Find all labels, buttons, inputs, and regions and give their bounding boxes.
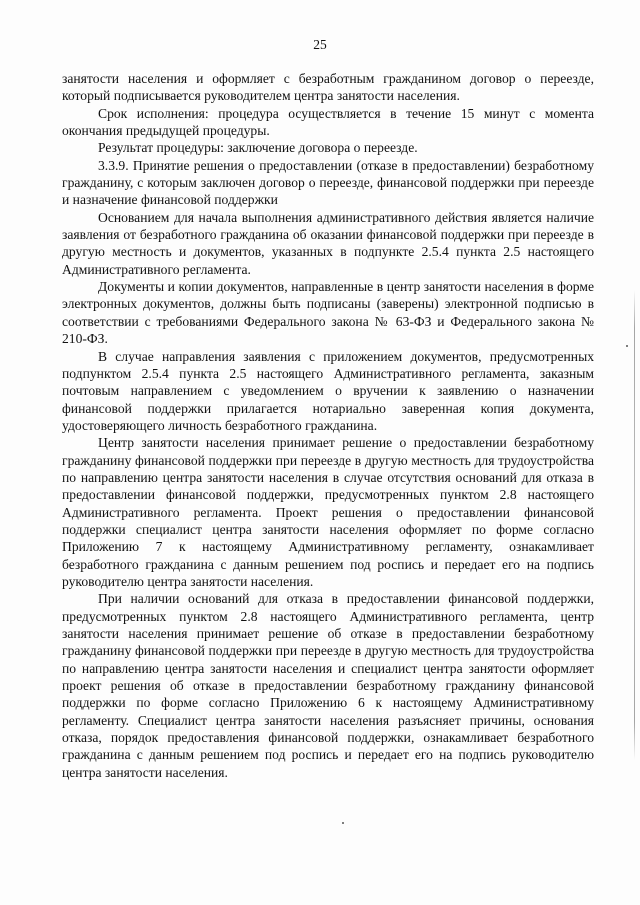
paragraph-deadline: Срок исполнения: процедура осуществляется в течение 15 минут с момента окончания предыдущей процедуры. — [62, 105, 594, 139]
paragraph-basis: Основанием для начала выполнения административного действия является наличие заявления от безработного гражданина об оказании финансовой поддержки при переезде в другую местность и документов, указанных в подпункте 2.5.4 пункта 2.5 настоящего Административного регламента. — [62, 209, 594, 277]
paragraph-result: Результат процедуры: заключение договора о переезде. — [98, 140, 418, 156]
scan-edge-line — [634, 290, 635, 760]
paragraph-electronic-docs: Документы и копии документов, направленные в центр занятости населения в форме электронных документов, должны быть подписаны (заверены) электронной подписью в соответствии с требованиями Федерального закона № 63-ФЗ и Федерального закона № 210-ФЗ. — [62, 279, 594, 347]
page-number: 25 — [313, 37, 327, 52]
scan-speck — [626, 345, 628, 347]
paragraph-postal: В случае направления заявления с приложением документов, предусмотренных подпунктом 2.5.4 пункта 2.5 настоящего Административного регламента, заказным почтовым направлением с уведомлением о вручении к заявлению о назначении финансовой поддержки прилагается нотариально заверенная копия документа, удостоверяющего личность безработного гражданина. — [62, 348, 594, 433]
paragraph-refusal-decision: При наличии оснований для отказа в предоставлении финансовой поддержки, предусмотренных пунктом 2.8 настоящего Административного регламента, центр занятости населения принимает решение об отказе в предоставлении безработному гражданину финансовой поддержки при переезде в другую местность для трудоустройства по направлению центра занятости населения и специалист центра занятости оформляет проект решения об отказе в предоставлении безработному гражданину финансовой поддержки по форме согласно Приложению 6 к настоящему Административному регламенту. Специалист центра занятости населения разъясняет причины, основания отказа, порядок предоставления финансовой поддержки, ознакамливает безработного гражданина с данным решением под роспись и передает его на подпись руководителю центра занятости населения. — [62, 591, 594, 780]
section-heading-3-3-9: 3.3.9. Принятие решения о предоставлении (отказе в предоставлении) безработному гражданину, с которым заключен договор о переезде, финансовой поддержки при переезде и назначение финансовой поддержки — [62, 157, 594, 208]
scan-speck — [342, 822, 344, 824]
paragraph-grant-decision: Центр занятости населения принимает решение о предоставлении безработному гражданину финансовой поддержки при переезде в другую местность для трудоустройства по направлению центра занятости населения в случае отсутствия оснований для отказа в предоставлении финансовой поддержки, предусмотренных пунктом 2.8 настоящего Административного регламента. Проект решения о предоставлении финансовой поддержки специалист центра занятости населения оформляет по форме согласно Приложению 7 к настоящему Административному регламенту, ознакамливает безработного гражданина с данным решением под роспись и передает его на подпись руководителю центра занятости населения. — [62, 435, 594, 589]
paragraph-continuation: занятости населения и оформляет с безработным гражданином договор о переезде, который подписывается руководителем центра занятости населения. — [62, 71, 594, 104]
document-body — [62, 70, 594, 781]
